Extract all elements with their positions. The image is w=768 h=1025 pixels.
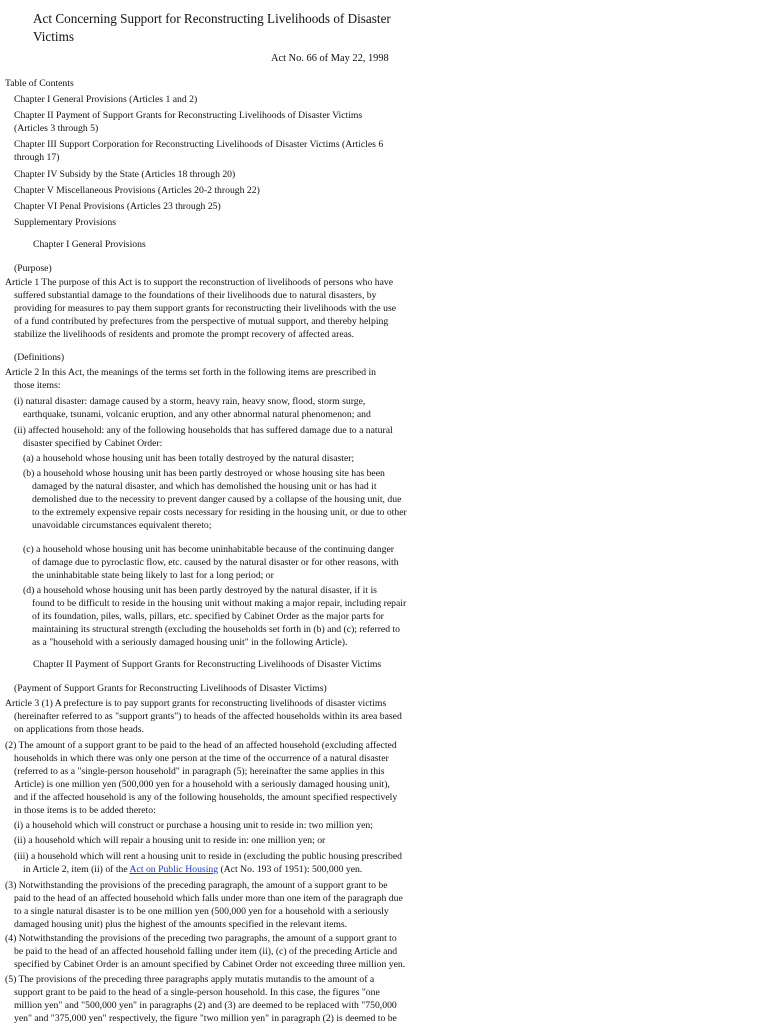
toc-item[interactable]: Chapter VI Penal Provisions (Articles 23 through 25)	[14, 201, 221, 212]
item-ii-line: disaster specified by Cabinet Order:	[23, 438, 163, 449]
sub-item-c-line: (c) a household whose housing unit has become uninhabitable because of the continuing danger	[23, 544, 394, 555]
act-on-public-housing-link[interactable]: Act on Public Housing	[129, 864, 219, 875]
chapter-heading: Chapter II Payment of Support Grants for Reconstructing Livelihoods of Disaster Victims	[33, 659, 382, 670]
article-caption: (Payment of Support Grants for Reconstructing Livelihoods of Disaster Victims)	[14, 683, 327, 694]
article-caption: (Purpose)	[14, 263, 52, 274]
p2-item-iii-text: (Act No. 193 of 1951): 500,000 yen.	[218, 864, 363, 875]
toc-item[interactable]: Chapter III Support Corporation for Reconstructing Livelihoods of Disaster Victims (Articles 6	[14, 139, 384, 150]
p2-item-i: (i) a household which will construct or purchase a housing unit to reside in: two million yen;	[14, 820, 373, 831]
article-3-p5-line: (5) The provisions of the preceding three paragraphs apply mutatis mutandis to the amount of a	[5, 974, 375, 985]
article-3-p2-line: Article) is one million yen (500,000 yen for a household with a seriously damaged housing unit),	[14, 779, 390, 790]
sub-item-b-line: (b) a household whose housing unit has been partly destroyed or whose housing site has been	[23, 468, 385, 479]
sub-item-d-line: (d) a household whose housing unit has been partly destroyed by the natural disaster, if it is	[23, 585, 377, 596]
article-3-p2-line: and if the affected household is any of the following households, the amount specified respectively	[14, 792, 398, 803]
toc-item[interactable]: (Articles 3 through 5)	[14, 123, 99, 134]
item-ii-line: (ii) affected household: any of the following households that has suffered damage due to a natural	[14, 425, 393, 436]
article-3-p3-line: damaged housing unit) plus the highest of the amounts specified in the relevant items.	[14, 919, 348, 930]
toc-item[interactable]: Chapter V Miscellaneous Provisions (Articles 20-2 through 22)	[14, 185, 260, 196]
article-3-p2-line: households in which there was only one person at the time of the occurrence of a natural disaster	[14, 753, 389, 764]
item-i-line: earthquake, tsunami, volcanic eruption, and any other abnormal natural phenomenon; and	[23, 409, 371, 420]
article-3-p2-line: (referred to as a "single-person household" in paragraph (5); hereinafter the same applies in this	[14, 766, 385, 777]
article-2-line: Article 2 In this Act, the meanings of the terms set forth in the following items are prescribed in	[5, 367, 376, 378]
sub-item-d-line: of its foundation, piles, walls, pillars, etc. specified by Cabinet Order as the major parts for	[32, 611, 384, 622]
article-3-p4-line: (4) Notwithstanding the provisions of the preceding two paragraphs, the amount of a support grant to	[5, 933, 397, 944]
act-number: Act No. 66 of May 22, 1998	[271, 53, 389, 64]
toc-heading: Table of Contents	[5, 78, 74, 89]
article-1-line: providing for measures to pay them support grants for reconstructing their livelihoods with the use	[14, 303, 397, 314]
article-caption: (Definitions)	[14, 352, 65, 363]
p2-item-iii-line: (iii) a household which will rent a housing unit to reside in (excluding the public housing prescribed	[14, 851, 402, 862]
toc-item[interactable]: Chapter II Payment of Support Grants for Reconstructing Livelihoods of Disaster Victims	[14, 110, 363, 121]
sub-item-b-line: demolished due to the necessity to prevent danger caused by a collapse of the housing unit, due	[32, 494, 402, 505]
article-3-p5-line: yen" and "375,000 yen" respectively, the figure "two million yen" in paragraph (2) is deemed to be	[14, 1013, 397, 1024]
article-3-p5-line: support grant to be paid to the head of a single-person household. In this case, the figures "one	[14, 987, 380, 998]
article-1-line: stabilize the livelihoods of residents and promote the prompt recovery of affected areas.	[14, 329, 355, 340]
sub-item-b-line: damaged by the natural disaster, and which has demolished the housing unit or has had it	[32, 481, 377, 492]
sub-item-b-line: unavoidable circumstances equivalent thereto;	[32, 520, 212, 531]
article-3-p3-line: to a single natural disaster is to be one million yen (500,000 yen for a household with a seriously	[14, 906, 389, 917]
article-2-line: those items:	[14, 380, 61, 391]
item-i-line: (i) natural disaster: damage caused by a storm, heavy rain, heavy snow, flood, storm surge,	[14, 396, 366, 407]
article-1-line: Article 1 The purpose of this Act is to support the reconstruction of livelihoods of persons who have	[5, 277, 394, 288]
article-3-p2-line: (2) The amount of a support grant to be paid to the head of an affected household (excluding affected	[5, 740, 397, 751]
sub-item-a: (a) a household whose housing unit has been totally destroyed by the natural disaster;	[23, 453, 355, 464]
article-3-p5-line: million yen" and "500,000 yen" in paragraphs (2) and (3) are deemed to be replaced with "750,000	[14, 1000, 397, 1011]
article-3-p3-line: paid to the head of an affected household which falls under more than one item of the paragraph due	[14, 893, 403, 904]
sub-item-d-line: found to be difficult to reside in the housing unit without making a major repair, including repair	[32, 598, 407, 609]
toc-item[interactable]: through 17)	[14, 152, 60, 163]
article-3-p2-line: in those items is to be added thereto:	[14, 805, 156, 816]
document-title-line-2: Victims	[33, 29, 74, 44]
sub-item-d-line: as a "household with a seriously damaged housing unit" in the following Article).	[32, 637, 348, 648]
article-3-p4-line: be paid to the head of an affected household falling under item (ii), (c) of the preceding Article and	[14, 946, 398, 957]
toc-item[interactable]: Chapter I General Provisions (Articles 1 and 2)	[14, 94, 198, 105]
chapter-heading: Chapter I General Provisions	[33, 239, 146, 250]
article-3-p1-line: on applications from those heads.	[14, 724, 144, 735]
p2-item-iii-text: in Article 2, item (ii) of the	[23, 864, 130, 875]
document-title-line-1: Act Concerning Support for Reconstructing Livelihoods of Disaster	[33, 11, 391, 26]
p2-item-iii-line	[23, 863, 362, 876]
sub-item-d-line: maintaining its structural strength (excluding the households set forth in (b) and (c); referred to	[32, 624, 401, 635]
article-3-p4-line: specified by Cabinet Order is an amount specified by Cabinet Order not exceeding three million yen.	[14, 959, 406, 970]
p2-item-ii: (ii) a household which will repair a housing unit to reside in: one million yen; or	[14, 835, 326, 846]
article-1-line: of a fund contributed by prefectures from the perspective of mutual support, and thereby helping	[14, 316, 389, 327]
article-3-p3-line: (3) Notwithstanding the provisions of the preceding paragraph, the amount of a support grant to be	[5, 880, 388, 891]
article-1-line: suffered substantial damage to the foundations of their livelihoods due to natural disasters, by	[14, 290, 377, 301]
sub-item-c-line: of damage due to pyroclastic flow, etc. caused by the natural disaster or for other reasons, with	[32, 557, 399, 568]
toc-item[interactable]: Supplementary Provisions	[14, 217, 116, 228]
sub-item-b-line: to the extremely expensive repair costs necessary for residing in the housing unit, or due to other	[32, 507, 407, 518]
toc-item[interactable]: Chapter IV Subsidy by the State (Articles 18 through 20)	[14, 169, 236, 180]
sub-item-c-line: the uninhabitable state being likely to last for a long period; or	[32, 570, 274, 581]
article-3-p1-line: (hereinafter referred to as "support grants") to heads of the affected households within its area based	[14, 711, 402, 722]
article-3-p1-line: Article 3 (1) A prefecture is to pay support grants for reconstructing livelihoods of disaster victims	[5, 698, 387, 709]
